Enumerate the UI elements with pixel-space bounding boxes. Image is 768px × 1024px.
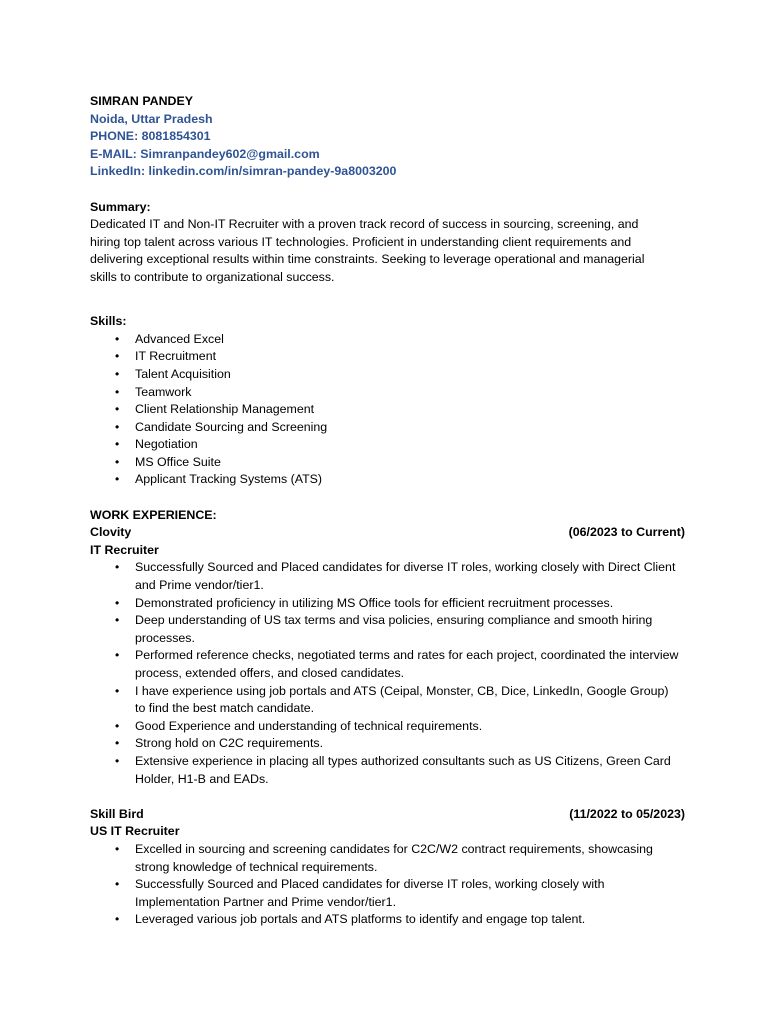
- job-dates: (11/2022 to 05/2023): [569, 806, 685, 821]
- job-point: • Deep understanding of US tax terms and visa policies, ensuring compliance and smooth hiring processes.: [115, 613, 653, 645]
- bullet-icon: •: [115, 753, 120, 768]
- job-points: [90, 841, 680, 929]
- skill-item: • IT Recruitment: [90, 348, 680, 366]
- skill-item: • Teamwork: [90, 384, 680, 402]
- job-title: US IT Recruiter: [90, 824, 180, 839]
- bullet-icon: •: [115, 472, 120, 487]
- skill-item: • Client Relationship Management: [90, 401, 680, 419]
- job-dates: (06/2023 to Current): [568, 525, 685, 540]
- job-point: • Successfully Sourced and Placed candidates for diverse IT roles, working closely with Implementation Partner and Prime vendor/tier1.: [115, 877, 605, 909]
- job-point: • Excelled in sourcing and screening candidates for C2C/W2 contract requirements, showcasing strong knowledge of technical requirements.: [115, 841, 653, 874]
- spacer: [90, 489, 680, 507]
- resume-page: [90, 93, 685, 929]
- bullet-icon: •: [115, 454, 120, 469]
- bullet-icon: •: [115, 595, 120, 610]
- skill-item: • Candidate Sourcing and Screening: [90, 419, 680, 437]
- job-header: [90, 524, 685, 542]
- skill-item: • Advanced Excel: [90, 331, 680, 349]
- job-point: • Leveraged various job portals and ATS platforms to identify and engage top talent.: [90, 911, 680, 929]
- experience-heading: WORK EXPERIENCE:: [90, 507, 217, 522]
- job-point: • Extensive experience in placing all types authorized consultants such as US Citizens, Green Card Holder, H1-B and EADs.: [115, 753, 671, 786]
- skill-item: • Applicant Tracking Systems (ATS): [90, 471, 680, 489]
- job-point: • Strong hold on C2C requirements.: [90, 735, 680, 753]
- location: Noida, Uttar Pradesh: [90, 111, 213, 126]
- bullet-icon: •: [115, 648, 120, 663]
- bullet-icon: •: [115, 419, 120, 434]
- bullet-icon: •: [115, 683, 120, 698]
- job-point: • Successfully Sourced and Placed candidates for diverse IT roles, working closely with Direct Client and Prime vendor/tier1.: [115, 560, 676, 593]
- job-points: [90, 559, 680, 788]
- job-point: • I have experience using job portals and ATS (Ceipal, Monster, CB, Dice, LinkedIn, Google Group) to find the best match candidate.: [115, 683, 669, 716]
- spacer: [90, 181, 680, 199]
- skills-heading: Skills:: [90, 314, 127, 329]
- bullet-icon: •: [115, 402, 120, 417]
- skills-list: [90, 331, 680, 489]
- bullet-icon: •: [115, 384, 120, 399]
- summary-text: Dedicated IT and Non-IT Recruiter with a proven track record of success in sourcing, screening, and hiring top talent across various IT technologies. Proficient in understanding client requirements and delivering exceptional results within time constraints. Seeking to leverage operational and managerial skills to contribute to organizational success.: [90, 217, 645, 284]
- bullet-icon: •: [115, 736, 120, 751]
- bullet-icon: •: [115, 912, 120, 927]
- company-name: Clovity: [90, 525, 132, 540]
- bullet-icon: •: [115, 841, 120, 856]
- email[interactable]: E-MAIL: Simranpandey602@gmail.com: [90, 146, 320, 161]
- bullet-icon: •: [115, 366, 120, 381]
- bullet-icon: •: [115, 560, 120, 575]
- spacer: [90, 304, 680, 313]
- job-point: • Demonstrated proficiency in utilizing MS Office tools for efficient recruitment processes.: [90, 595, 680, 613]
- job-point: • Performed reference checks, negotiated terms and rates for each project, coordinated the interview process, extended offers, and closed candidates.: [115, 648, 679, 680]
- linkedin[interactable]: LinkedIn: linkedin.com/in/simran-pandey-9a8003200: [90, 164, 397, 179]
- summary-heading: Summary:: [90, 199, 151, 214]
- job-header: [90, 806, 685, 824]
- spacer: [90, 287, 680, 305]
- bullet-icon: •: [115, 349, 120, 364]
- bullet-icon: •: [115, 331, 120, 346]
- job-title: IT Recruiter: [90, 542, 159, 557]
- skill-item: • Talent Acquisition: [90, 366, 680, 384]
- job-point: • Good Experience and understanding of technical requirements.: [90, 718, 680, 736]
- bullet-icon: •: [115, 437, 120, 452]
- phone: PHONE: 8081854301: [90, 129, 211, 144]
- bullet-icon: •: [115, 613, 120, 628]
- bullet-icon: •: [115, 718, 120, 733]
- skill-item: • Negotiation: [90, 436, 680, 454]
- company-name: Skill Bird: [90, 806, 144, 821]
- candidate-name: SIMRAN PANDEY: [90, 94, 194, 108]
- spacer: [90, 788, 680, 806]
- skill-item: • MS Office Suite: [90, 454, 680, 472]
- bullet-icon: •: [115, 877, 120, 892]
